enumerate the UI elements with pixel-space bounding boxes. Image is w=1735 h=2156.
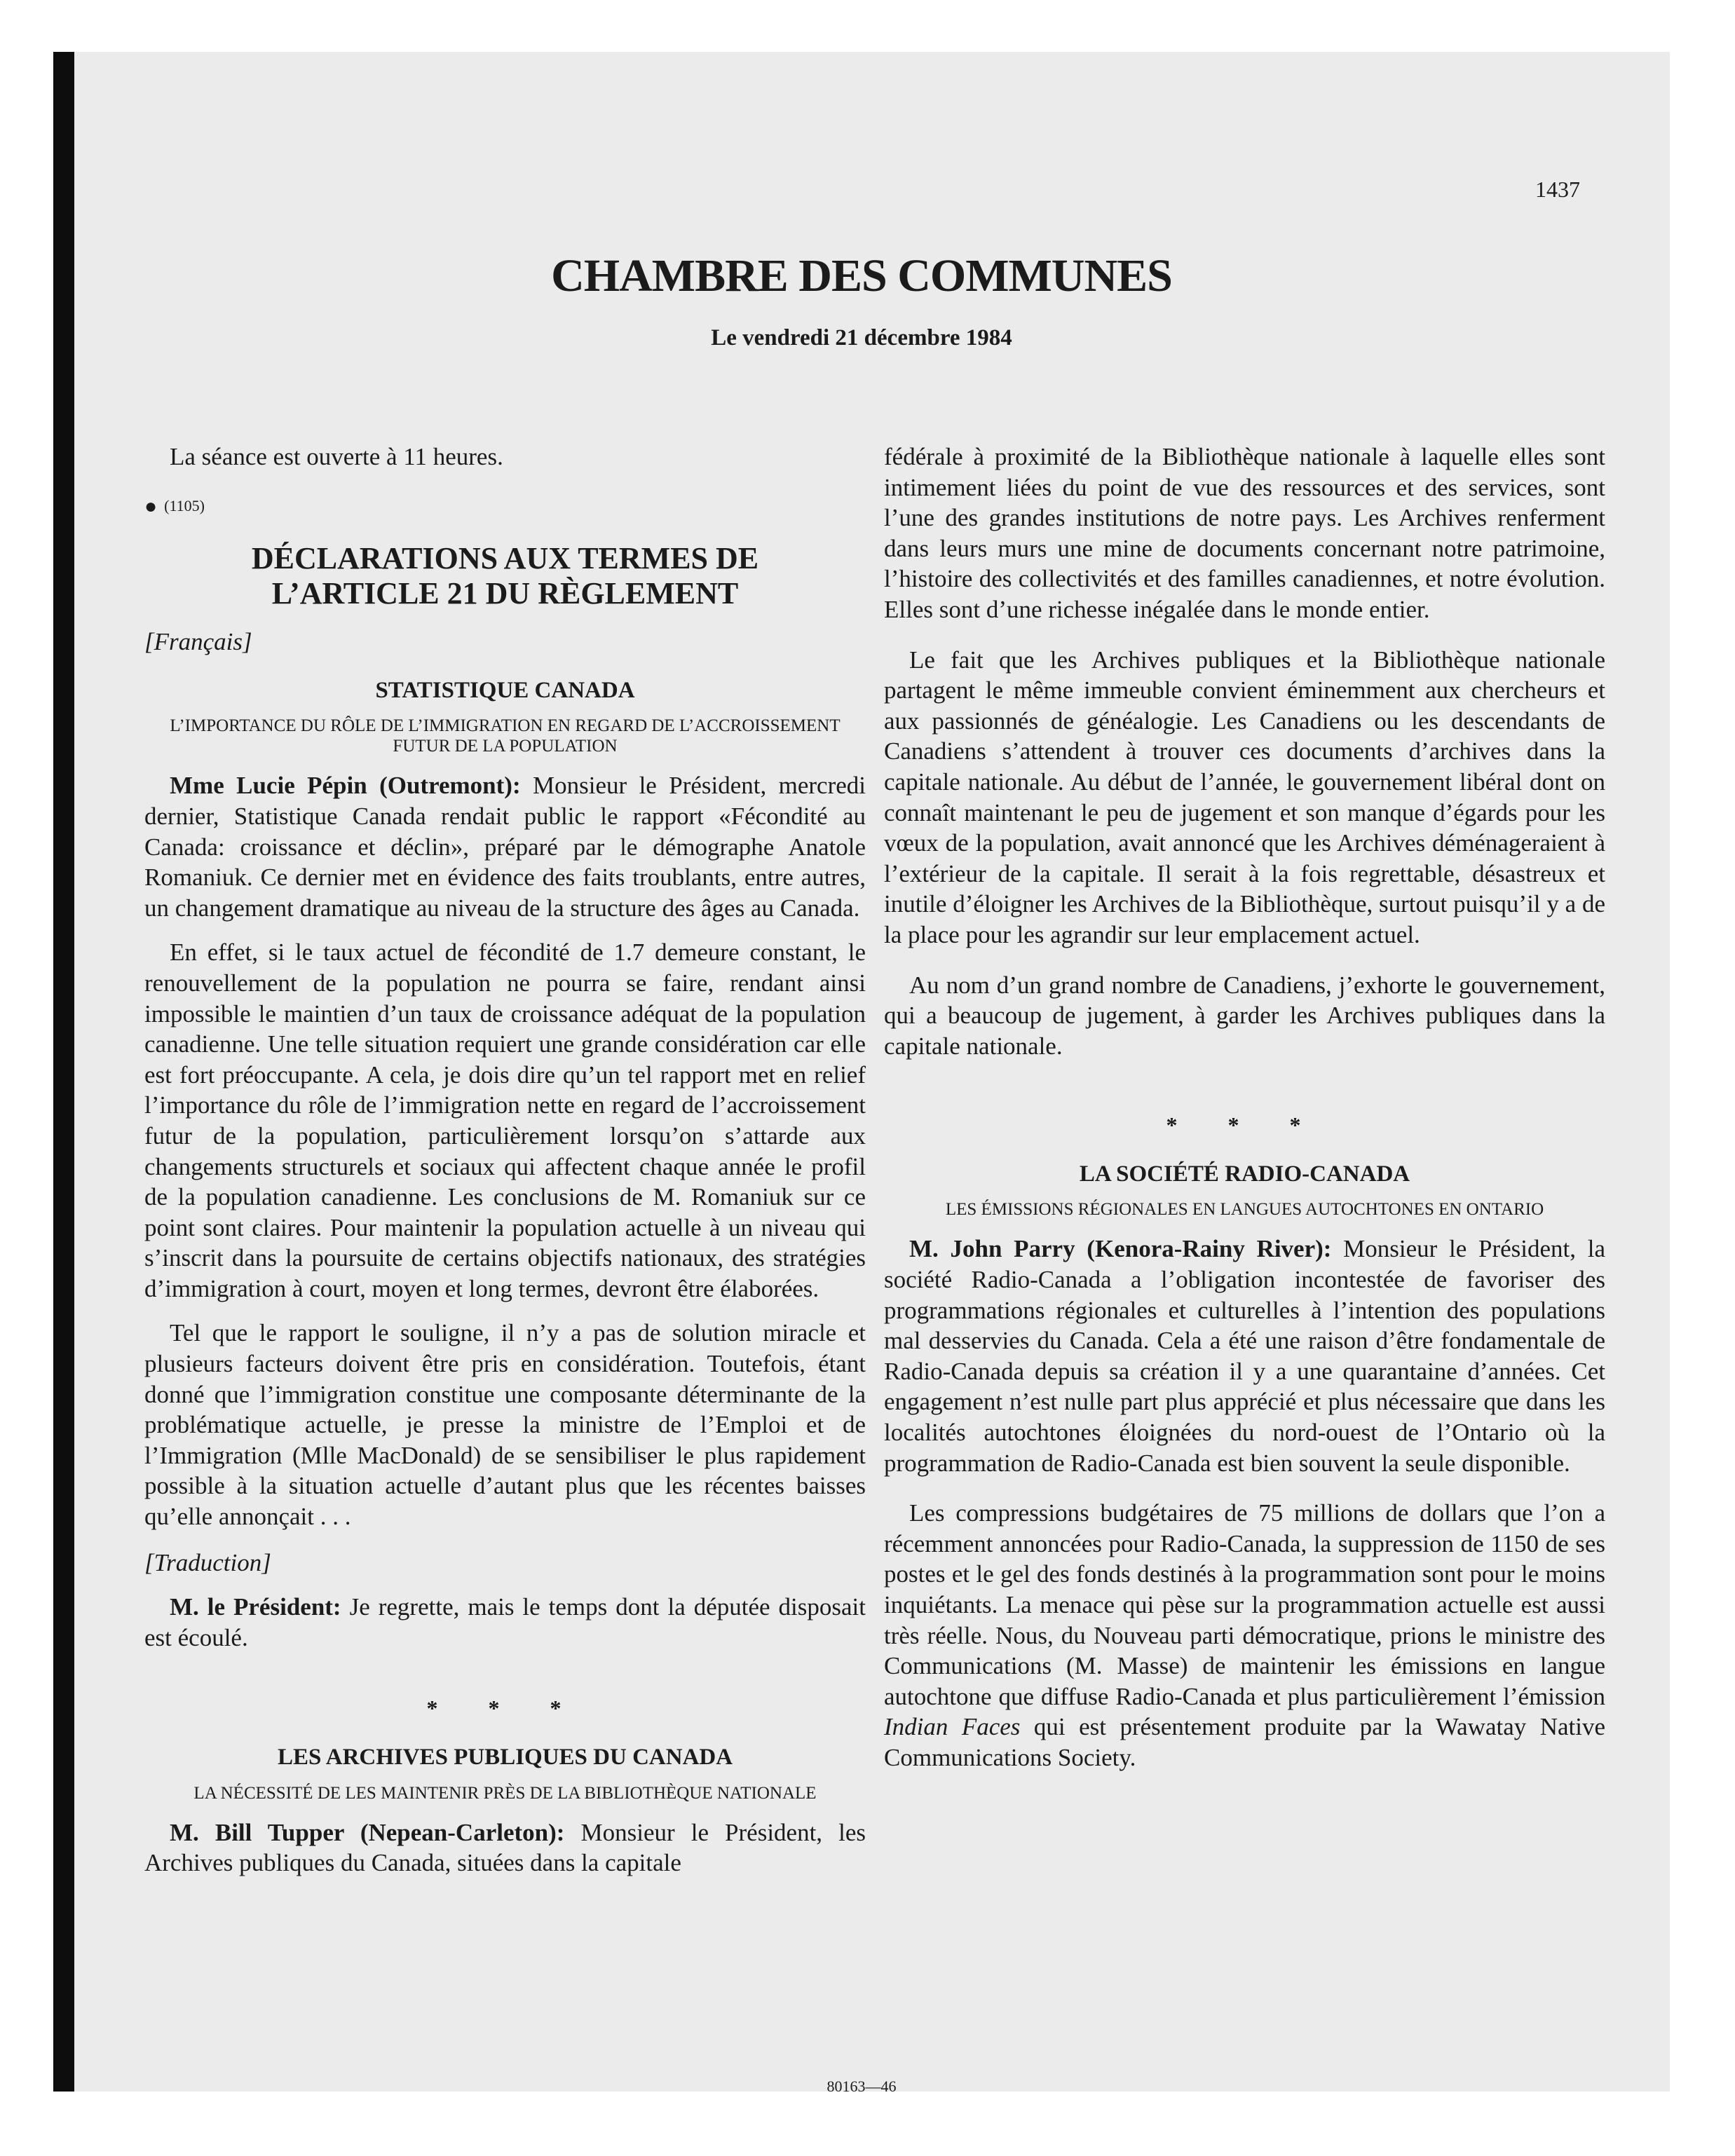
- right-column: [884, 442, 1605, 1773]
- subject-heading-archives: LES ARCHIVES PUBLIQUES DU CANADA: [277, 1745, 733, 1770]
- speech-paragraph: [144, 770, 866, 923]
- language-marker-translation: [Traduction]: [144, 1548, 271, 1576]
- speech-paragraph: [884, 1498, 1605, 1773]
- time-marker-text: (1105): [164, 496, 205, 514]
- section-separator: * * *: [1166, 1112, 1324, 1138]
- scanned-page: [53, 52, 1670, 2092]
- speaker-name: Mme Lucie Pépin (Outremont):: [170, 772, 521, 800]
- speech-text: Monsieur le Président, les Archives publiques du Canada, situées dans la capitale: [144, 1818, 866, 1877]
- page-number: 1437: [1535, 177, 1580, 202]
- section-separator: * * *: [426, 1696, 584, 1721]
- subheading-langues-autochtones: LES ÉMISSIONS RÉGIONALES EN LANGUES AUTOCHTONES EN ONTARIO: [945, 1200, 1544, 1220]
- language-marker-french: [Français]: [144, 628, 252, 656]
- subheading-immigration: L’IMPORTANCE DU RÔLE DE L’IMMIGRATION EN REGARD DE L’ACCROISSEMENT FUTUR DE LA POPULATION: [170, 716, 841, 756]
- speech-paragraph: Le fait que les Archives publiques et la Bibliothèque nationale partagent le même immeuble convient éminemment aux chercheurs et aux passionnés de généalogie. Les Canadiens ou les descendants de Canadiens s’attendent à trouver ces documents d’archives dans la capitale nationale. Au début de l’année, le gouvernement libéral dont on connaît maintenant le peu de jugement et son manque d’égards pour les vœux de la population, avait annoncé que les Archives déménageraient à l’extérieur de la capitale. Il serait à la fois regrettable, désastreux et inutile d’éloigner les Archives de la Bibliothèque, surtout puisqu’il y a de la place pour les agrandir sur leur emplacement actuel.: [884, 646, 1605, 948]
- speaker-name: M. le Président:: [170, 1593, 341, 1621]
- opening-text: La séance est ouverte à 11 heures.: [170, 443, 503, 470]
- speaker-name: M. Bill Tupper (Nepean-Carleton):: [170, 1818, 565, 1846]
- subheading-bibliotheque: LA NÉCESSITÉ DE LES MAINTENIR PRÈS DE LA BIBLIOTHÈQUE NATIONALE: [193, 1783, 817, 1803]
- section-heading-line-1: DÉCLARATIONS AUX TERMES DE: [251, 541, 759, 576]
- speech-text: Monsieur le Président, la société Radio-Canada a l’obligation incontestée de favoriser des programmations régionales et culturelles à l’intention des populations mal desservies du Canada. Cela a été une raison d’être fondamentale de Radio-Canada depuis sa création il y a une quarantaine d’années. Cet engagement n’est nulle part plus apprécié et plus nécessaire que dans les localités autochtones éloignées du nord-ouest de l’Ontario où la programmation de Radio-Canada est bien souvent la seule disponible.: [884, 1235, 1605, 1477]
- bullet-icon: ●: [144, 494, 158, 518]
- speech-paragraph: Tel que le rapport le souligne, il n’y a pas de solution miracle et plusieurs facteurs doivent être pris en considération. Toutefois, étant donné que l’immigration constitue une composante déterminante de la problématique actuelle, je presse la ministre de l’Emploi et de l’Immigration (Mlle MacDonald) de se sensibiliser le plus rapidement possible à la situation actuelle d’autant plus que les récentes baisses qu’elle annonçait . . .: [144, 1319, 866, 1531]
- speech-text: Les compressions budgétaires de 75 millions de dollars que l’on a récemment annoncées pour Radio-Canada, la suppression de 1150 de ses postes et le gel des fonds destinés à la programmation sont pour le moins inquiétants. La menace qui pèse sur la programmation actuelle est aussi très réelle. Nous, du Nouveau parti démocratique, prions le ministre des Communications (M. Masse) de maintenir les émissions en langue autochtone que diffuse Radio-Canada et plus particulièrement l’émission: [884, 1499, 1605, 1710]
- speech-paragraph: [144, 1592, 866, 1653]
- program-title: Indian Faces: [884, 1713, 1021, 1741]
- footer-code: 80163—46: [826, 2077, 897, 2092]
- speaker-name: M. John Parry (Kenora-Rainy River):: [909, 1235, 1332, 1263]
- sitting-opening: [144, 442, 866, 472]
- section-heading: [144, 541, 866, 611]
- subject-heading-radio-canada: LA SOCIÉTÉ RADIO-CANADA: [1079, 1161, 1410, 1187]
- binding-edge: [53, 52, 74, 2092]
- speech-text: Monsieur le Président, mercredi dernier, Statistique Canada rendait public le rapport «Fécondité au Canada: croissance et déclin», préparé par le démographe Anatole Romaniuk. Ce dernier met en évidence des faits troublants, entre autres, un changement dramatique au niveau de la structure des âges au Canada.: [144, 772, 866, 922]
- time-marker: [144, 491, 866, 522]
- speech-paragraph: En effet, si le taux actuel de fécondité de 1.7 demeure constant, le renouvellement de la population ne pourra se faire, rendant ainsi impossible le maintien d’un taux de croissance adéquat de la population canadienne. Une telle situation requiert une grande considération car elle est fort préoccupante. A cela, je dois dire qu’un tel rapport met en relief l’importance du rôle de l’immigration nette en regard de l’accroissement futur de la population, particulièrement lorsqu’on s’attarde aux changements structurels et sociaux qui affectent chaque année le profil de la population canadienne. Les conclusions de M. Romaniuk sur ce point sont claires. Pour maintenir la population actuelle à un niveau qui s’inscrit dans la poursuite de certains objectifs nationaux, des stratégies d’immigration à court, moyen et long termes, devront être élaborées.: [144, 939, 866, 1302]
- speech-paragraph: Au nom d’un grand nombre de Canadiens, j’exhorte le gouvernement, qui a beaucoup de jugement, à garder les Archives publiques dans la capitale nationale.: [884, 971, 1605, 1060]
- speech-paragraph: fédérale à proximité de la Bibliothèque nationale à laquelle elles sont intimement liées du point de vue des ressources et des services, sont l’une des grandes institutions de notre pays. Les Archives renferment dans leurs murs une mine de documents concernant notre patrimoine, l’histoire des collectivités et des familles canadiennes, et notre évolution. Elles sont d’une richesse inégalée dans le monde entier.: [884, 443, 1605, 623]
- sitting-date: Le vendredi 21 décembre 1984: [711, 325, 1012, 350]
- speech-paragraph: [884, 1234, 1605, 1478]
- section-heading-line-2: L’ARTICLE 21 DU RÈGLEMENT: [271, 576, 739, 611]
- left-column: [144, 442, 866, 1878]
- speech-paragraph: [144, 1817, 866, 1878]
- speech-text: qui est présentement produite par la Wawatay Native Communications Society.: [884, 1713, 1606, 1771]
- page-title: CHAMBRE DES COMMUNES: [551, 250, 1172, 301]
- subject-heading-statistique: STATISTIQUE CANADA: [375, 677, 635, 703]
- speech-text: Je regrette, mais le temps dont la députée disposait est écoulé.: [144, 1593, 866, 1651]
